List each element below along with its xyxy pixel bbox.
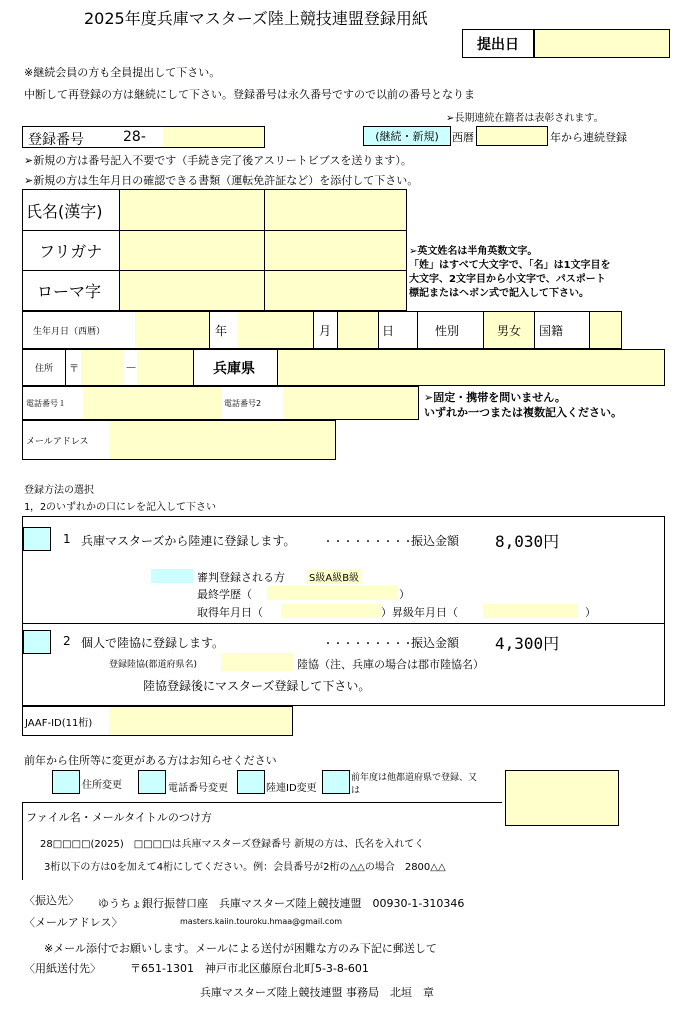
registration-number-label: 登録番号 <box>28 132 84 148</box>
postal-dash: － <box>125 361 138 375</box>
registration-number-box <box>22 126 265 148</box>
rikuren-change-label: 陸連ID変更 <box>266 783 317 794</box>
bank-info-wrap <box>98 892 566 911</box>
file-naming-title: ファイル名・メールタイトルのつけ方 <box>26 811 212 824</box>
continuous-since-label: 年から連続登録 <box>550 131 627 144</box>
roman-note-3: 大文字、2文字目から小文字で、パスポート <box>409 274 606 285</box>
submit-date-label: 提出日 <box>462 29 534 58</box>
gender-label: 性別 <box>435 323 460 338</box>
mail-note-wrap <box>44 937 568 956</box>
office-name: 兵庫マスターズ陸上競技連盟 事務局 北垣 章 <box>200 986 434 999</box>
option1-fee-label: 振込金額 <box>411 534 460 548</box>
rikuren-change-label-wrap <box>266 776 320 795</box>
postal-code-second-field[interactable] <box>137 350 193 385</box>
address-change-checkbox[interactable] <box>52 770 80 794</box>
changes-title: 前年から住所等に変更がある方はお知らせください <box>24 754 277 767</box>
address-change-label: 住所変更 <box>82 780 122 791</box>
registration-number-field[interactable] <box>163 127 264 147</box>
note-long-term: ➢長期連続在籍者は表彰されます。 <box>446 113 604 124</box>
birth-year-field[interactable] <box>135 312 209 348</box>
postal-mark: 〒 <box>69 364 79 375</box>
seireki-label: 西暦 <box>452 131 474 144</box>
given-name-roman-field[interactable] <box>265 271 406 310</box>
nationality-label: 国籍 <box>539 323 564 338</box>
name-table <box>22 189 407 311</box>
referee-grade-selector[interactable]: S級A級B級 <box>307 569 361 584</box>
last-education-field[interactable] <box>267 586 397 600</box>
phone-note-2: いずれか一つまたは複数記入ください。 <box>424 406 622 419</box>
option2-amount: 4,300円 <box>495 634 560 653</box>
note-continuing: ※継続会員の方も全員提出して下さい。 <box>24 66 221 79</box>
file-naming-padding-note: 3桁以下の方は0を加えて4桁にしてください。例：会員番号が2桁の△△の場合 2800△△ <box>44 862 446 873</box>
acquired-date-label: 取得年月日（ <box>197 606 263 619</box>
option1-dots: ・・・・・・・・・・ <box>323 537 423 548</box>
continuous-since-year-field[interactable] <box>476 126 548 146</box>
acquired-date-field[interactable] <box>281 604 381 618</box>
phone-row <box>22 386 419 420</box>
surname-roman-field[interactable] <box>120 271 264 310</box>
phone-change-label: 電話番号変更 <box>168 783 228 794</box>
registration-type-selector[interactable]: (継続・新規) <box>363 126 451 146</box>
birth-day-label: 日 <box>382 323 395 338</box>
bank-label: 〈振込先〉 <box>24 894 79 907</box>
referee-checkbox[interactable] <box>151 569 193 583</box>
option1-amount: 8,030円 <box>495 532 560 551</box>
birth-month-field[interactable] <box>237 312 313 348</box>
birth-year-label: 年 <box>215 323 228 338</box>
jaaf-id-field[interactable] <box>109 707 292 735</box>
option2-dots: ・・・・・・・・・・ <box>323 639 423 650</box>
bank-info: ゆうちょ銀行振替口座 兵庫マスターズ陸上競技連盟 00930-1-310346 <box>98 897 465 910</box>
option1-checkbox[interactable] <box>23 527 51 551</box>
post-address: 〒651-1301 神戸市北区藤原台北町5-3-8-601 <box>130 962 369 975</box>
gender-selector[interactable]: 男女 <box>484 312 534 348</box>
prefecture-label: 兵庫県 <box>213 360 255 377</box>
association-field[interactable] <box>221 653 293 671</box>
name-kanji-label: 氏名(漢字) <box>26 201 103 221</box>
option2-fee-label: 振込金額 <box>411 636 460 650</box>
phone-note-1: ➢固定・携帯を問いません。 <box>424 391 566 404</box>
association-after-note: 陸協登録後にマスターズ登録して下さい。 <box>143 679 371 693</box>
phone2-field[interactable] <box>283 387 418 419</box>
phone2-label: 電話番号2 <box>224 398 262 408</box>
file-naming-example: 28□□□□(2025) □□□□は兵庫マスターズ登録番号 新規の方は、氏名を入れてく <box>40 839 425 850</box>
other-change-checkbox[interactable] <box>322 770 350 794</box>
address-label: 住所 <box>35 364 54 374</box>
submit-date-field[interactable] <box>534 29 670 58</box>
other-change-label-2: は <box>351 786 361 796</box>
postal-code-first-field[interactable] <box>81 350 123 385</box>
email-row <box>22 420 336 460</box>
given-name-furigana-field[interactable] <box>265 231 406 270</box>
nationality-field[interactable] <box>590 312 621 348</box>
surname-kanji-field[interactable] <box>120 190 264 230</box>
mail-address[interactable]: masters.kaiin.touroku.hmaa@gmail.com <box>180 917 342 926</box>
birth-date-label: 生年月日（西暦） <box>33 326 106 337</box>
mail-note: ※メール添付でお願いします。メールによる送付が困難な方のみ下記に郵送して <box>44 942 437 955</box>
option1-text: 兵庫マスターズから陸連に登録します。 <box>81 534 296 548</box>
option1-number: 1 <box>63 532 71 546</box>
birth-row <box>22 311 622 349</box>
note-new-document: ➢新規の方は生年月日の確認できる書類（運転免許証など）を添付して下さい。 <box>24 174 419 187</box>
option2-text: 個人で陸協に登録します。 <box>81 636 225 650</box>
phone1-field[interactable] <box>83 387 221 419</box>
jaaf-row <box>22 706 293 736</box>
roman-note-1: ➢英文姓名は半角英数文字。 <box>409 246 538 257</box>
post-label: 〈用紙送付先〉 <box>24 962 101 975</box>
last-education-label: 最終学歴（ <box>197 588 252 601</box>
other-change-field[interactable] <box>505 770 619 826</box>
association-suffix: 陸協（注、兵庫の場合は郡市陸協名） <box>297 658 484 671</box>
phone-change-checkbox[interactable] <box>138 770 166 794</box>
email-field[interactable] <box>109 421 335 459</box>
given-name-kanji-field[interactable] <box>265 190 406 230</box>
name-roman-label: ローマ字 <box>37 281 102 301</box>
birth-month-label: 月 <box>319 323 332 338</box>
method-section <box>22 516 665 706</box>
other-change-label-1: 前年度は他都道府県で登録、又 <box>351 773 478 783</box>
option2-checkbox[interactable] <box>23 630 51 654</box>
note-reregister: 中断して再登録の方は継続にして下さい。登録番号は永久番号ですので以前の番号となりま <box>24 88 475 101</box>
other-change-label-wrap <box>351 770 503 796</box>
phone1-label: 電話番号１ <box>26 398 66 408</box>
birth-day-field[interactable] <box>338 312 378 348</box>
method-instruction: 1，2のいずれかの口にレを記入して下さい <box>24 502 217 513</box>
page-title: 2025年度兵庫マスターズ陸上競技連盟登録用紙 <box>84 9 428 28</box>
surname-furigana-field[interactable] <box>120 231 264 270</box>
file-naming-example-wrap <box>40 832 536 851</box>
note-new-number: ➢新規の方は番号記入不要です（手続き完了後アスリートビブスを送ります）。 <box>24 154 412 167</box>
email-label: メールアドレス <box>26 436 89 447</box>
method-title: 登録方法の選択 <box>24 485 94 496</box>
association-label: 登録陸協(都道府県名) <box>109 660 198 670</box>
option2-number: 2 <box>63 634 71 648</box>
registration-number-prefix: 28- <box>123 129 146 145</box>
rikuren-change-checkbox[interactable] <box>237 770 265 794</box>
referee-label: 審判登録される方 <box>197 571 285 584</box>
promoted-date-close: ） <box>585 606 596 619</box>
roman-note-2: 「姓」はすべて大文字で、「名」は1文字目を <box>409 260 611 271</box>
promoted-date-field[interactable] <box>483 604 577 618</box>
mail-label: 〈メールアドレス〉 <box>24 916 123 929</box>
phone-change-label-wrap <box>168 776 236 795</box>
address-field[interactable] <box>278 350 664 385</box>
jaaf-id-label: JAAF-ID(11桁) <box>25 717 93 729</box>
name-furigana-label: フリガナ <box>39 241 103 261</box>
roman-note-4: 標記またはヘボン式で記入して下さい。 <box>409 288 589 299</box>
last-education-close: ） <box>399 588 410 601</box>
promoted-date-label: ）昇級年月日（ <box>381 606 458 619</box>
address-row <box>22 349 665 386</box>
